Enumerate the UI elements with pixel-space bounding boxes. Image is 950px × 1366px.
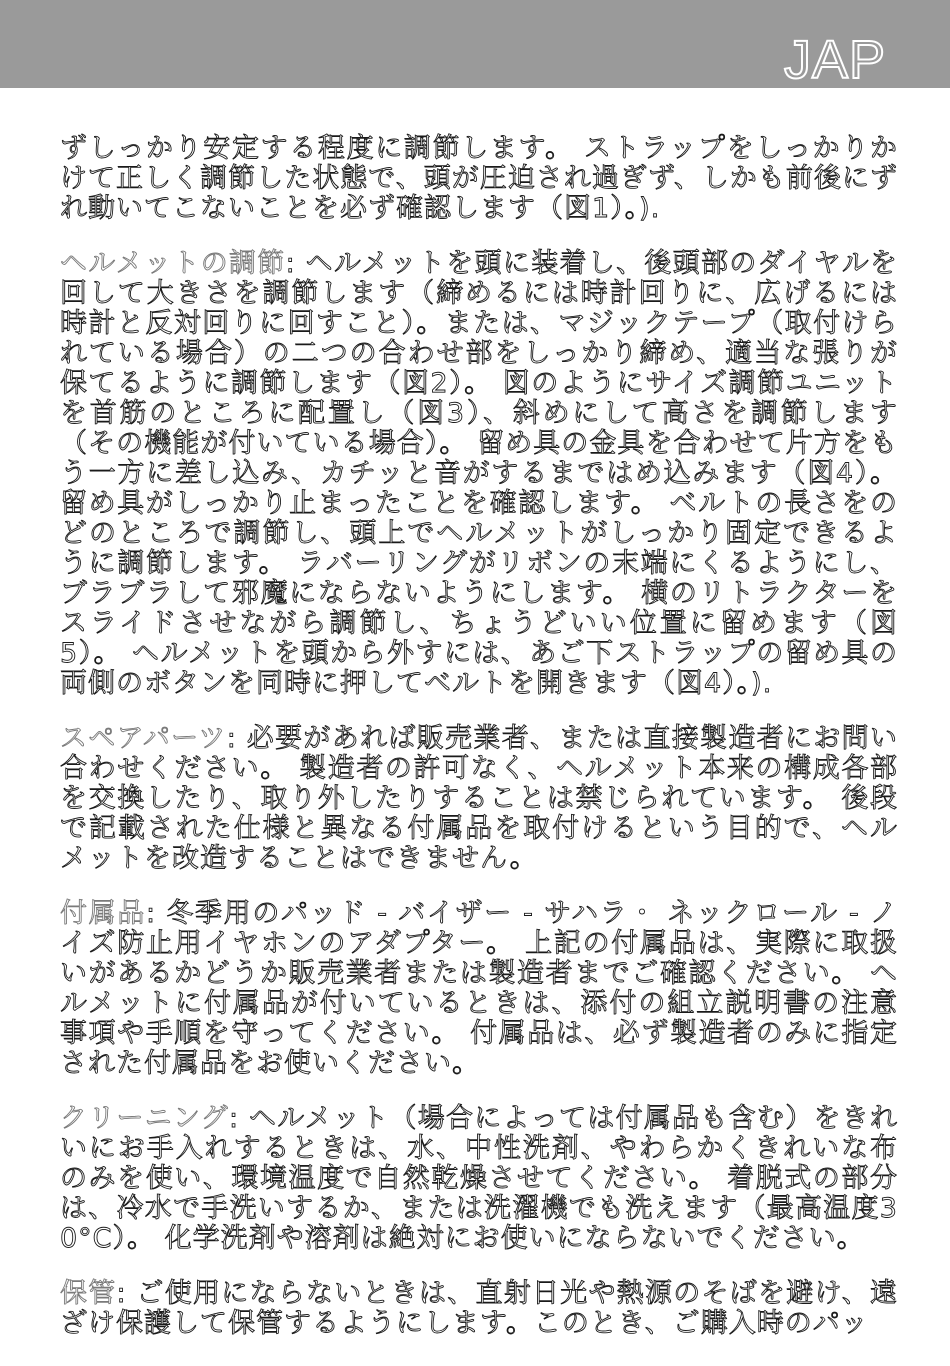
section-storage <box>60 1279 898 1339</box>
section-spare-parts <box>60 724 898 874</box>
section-paragraph <box>60 899 898 1079</box>
section-heading: 保管 <box>60 1278 117 1309</box>
section-heading: スペアパーツ <box>60 723 227 754</box>
section-paragraph <box>60 134 898 224</box>
section-heading: クリーニング <box>60 1103 230 1134</box>
section-paragraph <box>60 249 898 699</box>
section-heading: ヘルメットの調節 <box>60 248 286 279</box>
section-intro-continued <box>60 134 898 224</box>
section-cleaning <box>60 1104 898 1254</box>
section-heading: 付属品 <box>60 898 146 929</box>
section-text: : ヘルメット（場合によっては付属品も含む）をきれいにお手入れするときは、水、中性洗剤、やわらかくきれいな布のみを使い、環境温度で自然乾燥させてください。 着脱式の部分は、冷水で手洗いするか、または洗濯機でも洗えます（最高温度30°C）。 化学洗剤や溶剤は絶対にお使いにならないでください。 <box>60 1103 898 1254</box>
body-text <box>60 134 898 1364</box>
section-text: : 必要があれば販売業者、または直接製造者にお問い合わせください。 製造者の許可なく、ヘルメット本来の構成各部を交換したり、取り外したりすることは禁じられています。 後段で記載された仕様と異なる付属品を取付けるという目的で、ヘルメットを改造することはできません。 <box>60 723 898 874</box>
section-paragraph <box>60 1279 898 1339</box>
language-code: JAP <box>783 30 886 90</box>
section-text: : ご使用にならないときは、直射日光や熱源のそばを避け、遠ざけ保護して保管するようにします。このとき、ご購入時のパッ <box>60 1278 898 1339</box>
section-paragraph <box>60 1104 898 1254</box>
section-text: : ヘルメットを頭に装着し、後頭部のダイヤルを回して大きさを調節します（締めるには時計回りに、広げるには時計と反対回りに回すこと）。または、マジックテープ（取付けられている場合）の二つの合わせ部をしっかり締め、適当な張りが保てるように調節します（図2）。 図のようにサイズ調節ユニットを首筋のところに配置し（図3）、斜めにして高さを調節します（その機能が付いている場合）。 留め具の金具を合わせて片方をもう一方に差し込み、カチッと音がするまではめ込みます（図4）。 留め具がしっかり止まったことを確認します。 ベルトの長さをのどのところで調節し、頭上でヘルメットがしっかり固定できるように調節します。 ラバーリングがリボンの末端にくるようにし、ブラブラして邪魔にならないようにします。 横のリトラクターをスライドさせながら調節し、ちょうどいい位置に留めます（図5）。 ヘルメットを頭から外すには、あご下ストラップの留め具の両側のボタンを同時に押してベルトを開きます（図4）。). <box>60 248 898 699</box>
section-paragraph <box>60 724 898 874</box>
section-text: : 冬季用のパッド - バイザー - サハラ・ ネックロール - ノイズ防止用イヤホンのアダプター。 上記の付属品は、実際に取扱いがあるかどうか販売業者または製造者までご確認ください。 ヘルメットに付属品が付いているときは、添付の組立説明書の注意事項や手順を守ってください。 付属品は、必ず製造者のみに指定された付属品をお使いください。 <box>60 898 899 1079</box>
section-text: ずしっかり安定する程度に調節します。 ストラップをしっかりかけて正しく調節した状態で、頭が圧迫され過ぎず、しかも前後にずれ動いてこないことを必ず確認します（図1）。). <box>60 133 898 224</box>
section-helmet-adjustment <box>60 249 898 699</box>
section-accessories <box>60 899 898 1079</box>
